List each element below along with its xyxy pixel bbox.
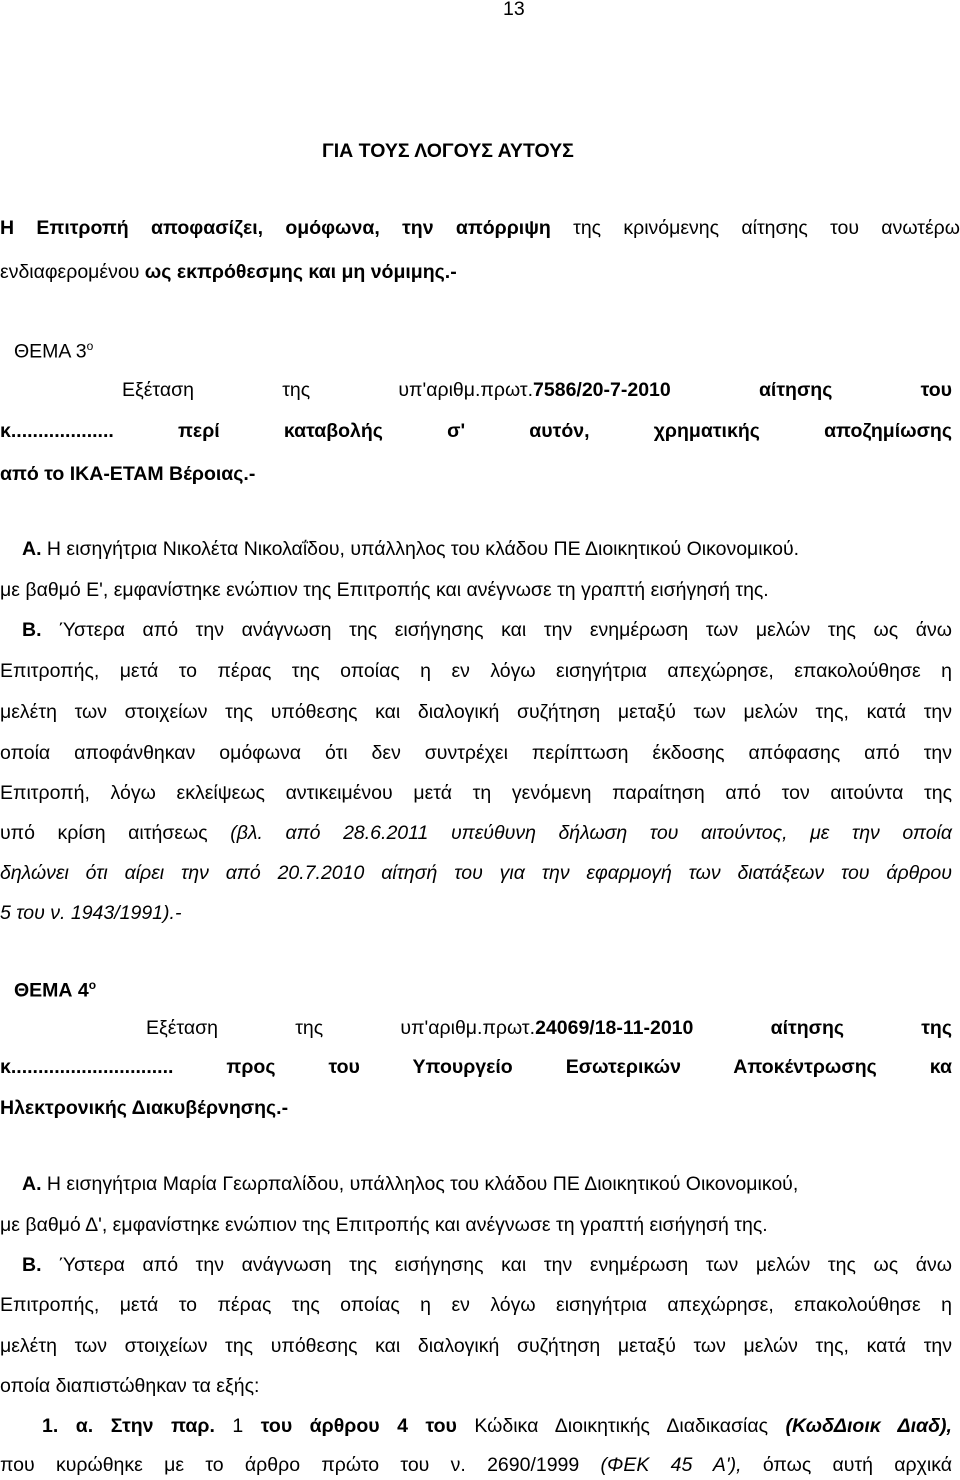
- theme-4-subject-line-3: [0, 1099, 288, 1119]
- theme-4-item-1-bold-italic: (ΚωδΔιοικ Διαδ),: [785, 1415, 952, 1437]
- theme-4-subject-bold-2: κ.............................. προς του Υπουργείο Εσωτερικών Αποκέντρωσης κα: [0, 1056, 952, 1078]
- theme-3-b-label: Β.: [22, 619, 42, 641]
- theme-4-b-line-2: Επιτροπής, μετά το πέρας της οποίας η εν λόγω εισηγήτρια απεχώρησε, επακολούθησε η: [0, 1294, 952, 1316]
- theme-3-b-line-4: οποία αποφάνθηκαν ομόφωνα ότι δεν συντρέχει περίπτωση έκδοσης απόφασης από την: [0, 742, 952, 764]
- theme-4-item-1-text-2: Κώδικα Διοικητικής Διαδικασίας: [456, 1415, 786, 1437]
- decision-line-2: [0, 263, 457, 283]
- theme-3-a-line-2: [0, 581, 769, 601]
- theme-4-b-label: Β.: [22, 1254, 42, 1276]
- page-heading: [322, 142, 574, 162]
- theme-3-subject-line-3: [0, 465, 255, 485]
- theme-4-subject-text: Εξέταση της υπ'αριθμ.πρωτ.: [146, 1017, 536, 1039]
- decision-line-1: [0, 219, 960, 239]
- decision-bold-2: ως εκπρόθεσμης και μη νόμιμης.-: [144, 261, 457, 283]
- theme-4-item-1-l2-italic: (ΦΕΚ 45 Α'),: [600, 1454, 742, 1476]
- theme-3-b-italic-7: δηλώνει ότι αίρει την από 20.7.2010 αίτησή του για την εφαρμογή των διατάξεων του άρθρου: [0, 862, 952, 884]
- theme-3-b-line-8: [0, 904, 181, 924]
- theme-4-b-line-4: οποία διαπιστώθηκαν τα εξής:: [0, 1375, 260, 1397]
- theme-4-a-line-2: [0, 1216, 768, 1236]
- theme-3-sup: ο: [86, 339, 94, 353]
- theme-3-subject-bold-3: από το ΙΚΑ-ΕΤΑΜ Βέροιας.-: [0, 463, 256, 485]
- decision-text-2: ενδιαφερομένου: [0, 261, 145, 283]
- theme-3-a-text-1: Η εισηγήτρια Νικολέτα Νικολαΐδου, υπάλληλος του κλάδου ΠΕ Διοικητικού Οικονομικού.: [41, 538, 800, 560]
- theme-4-a-label: Α.: [22, 1173, 42, 1195]
- theme-3-b-line-1: [22, 621, 952, 641]
- theme-4-item-1-l2-text-2: όπως αυτή αρχικά: [741, 1454, 952, 1476]
- theme-4-a-text-2: με βαθμό Δ', εμφανίστηκε ενώπιον της Επιτροπής και ανέγνωσε τη γραπτή εισήγησή της.: [0, 1214, 768, 1236]
- theme-4-item-1-l2-text-1: που κυρώθηκε με το άρθρο πρώτο του ν. 2690/1999: [0, 1454, 601, 1476]
- theme-4-b-line-1: [22, 1256, 952, 1276]
- theme-3-b-line-3: μελέτη των στοιχείων της υπόθεσης και διαλογική συζήτηση μεταξύ των μελών της, κατά την: [0, 701, 952, 723]
- theme-4-subject-bold-3: Ηλεκτρονικής Διακυβέρνησης.-: [0, 1097, 289, 1119]
- theme-4-item-1-line-2: [0, 1456, 952, 1476]
- theme-3-b-italic-8: 5 του ν. 1943/1991).-: [0, 902, 182, 924]
- theme-3-subject-line-2: [0, 422, 952, 442]
- theme-3-title-text: ΘΕΜΑ 3: [14, 340, 87, 363]
- theme-3-subject-bold: 7586/20-7-2010 αίτησης του: [533, 379, 952, 401]
- theme-3-b-line-5: Επιτροπή, λόγω εκλείψεως αντικειμένου μετά τη γενόμενη παραίτηση από τον αιτούντα της: [0, 782, 952, 804]
- theme-4-subject-bold: 24069/18-11-2010 αίτησης της: [535, 1017, 952, 1039]
- theme-4-b-line-3: μελέτη των στοιχείων της υπόθεσης και διαλογική συζήτηση μεταξύ των μελών της, κατά την: [0, 1335, 952, 1357]
- theme-4-item-1-line-1: [42, 1417, 952, 1437]
- theme-3-b-line-6: [0, 824, 952, 844]
- theme-4-subject-line-2: [0, 1058, 952, 1078]
- theme-3-b-line-7: [0, 864, 952, 884]
- theme-3-subject-text: Εξέταση της υπ'αριθμ.πρωτ.: [122, 379, 534, 401]
- theme-3-title: [14, 340, 93, 362]
- theme-4-a-text-1: Η εισηγήτρια Μαρία Γεωρπαλίδου, υπάλληλος του κλάδου ΠΕ Διοικητικού Οικονομικού,: [41, 1173, 799, 1195]
- theme-3-subject-line-1: [122, 381, 952, 401]
- theme-4-title-text: ΘΕΜΑ 4: [14, 979, 89, 1002]
- theme-4-subject-line-1: [146, 1019, 952, 1039]
- theme-3-a-label: Α.: [22, 538, 42, 560]
- page-number: 13: [503, 0, 525, 20]
- theme-3-b-text-1: Ύστερα από την ανάγνωση της εισήγησης και την ενημέρωση των μελών της ως άνω: [41, 619, 952, 641]
- theme-4-b-text-1: Ύστερα από την ανάγνωση της εισήγησης και την ενημέρωση των μελών της ως άνω: [41, 1254, 952, 1276]
- theme-3-subject-bold-2: κ................... περί καταβολής σ' αυτόν, χρηματικής αποζημίωσης: [0, 420, 952, 442]
- theme-4-item-1-text-1: 1: [214, 1415, 261, 1437]
- decision-bold-1: Η Επιτροπή αποφασίζει, ομόφωνα, την απόρριψη: [0, 217, 551, 239]
- theme-4-a-line-1: [22, 1175, 798, 1195]
- theme-4-item-1-bold-2: του άρθρου 4 του: [260, 1415, 457, 1437]
- theme-4-sup: ο: [88, 978, 97, 992]
- theme-3-b-italic-6: (βλ. από 28.6.2011 υπεύθυνη δήλωση του αιτούντος, με την οποία: [230, 822, 953, 844]
- theme-3-b-line-2: Επιτροπής, μετά το πέρας της οποίας η εν λόγω εισηγήτρια απεχώρησε, επακολούθησε η: [0, 660, 952, 682]
- theme-4-item-1-num: 1. α.: [42, 1415, 94, 1437]
- theme-4-item-1-bold-1: Στην παρ.: [93, 1415, 215, 1437]
- theme-4-title: [14, 979, 96, 1001]
- decision-text-1: της κρινόμενης αίτησης του ανωτέρω: [550, 217, 960, 239]
- heading-text: ΓΙΑ ΤΟΥΣ ΛΟΓΟΥΣ ΑΥΤΟΥΣ: [322, 140, 574, 162]
- theme-3-b-text-6: υπό κρίση αιτήσεως: [0, 822, 231, 844]
- theme-3-a-text-2: με βαθμό Ε', εμφανίστηκε ενώπιον της Επιτροπής και ανέγνωσε τη γραπτή εισήγησή της.: [0, 579, 769, 601]
- theme-3-a-line-1: [22, 540, 799, 560]
